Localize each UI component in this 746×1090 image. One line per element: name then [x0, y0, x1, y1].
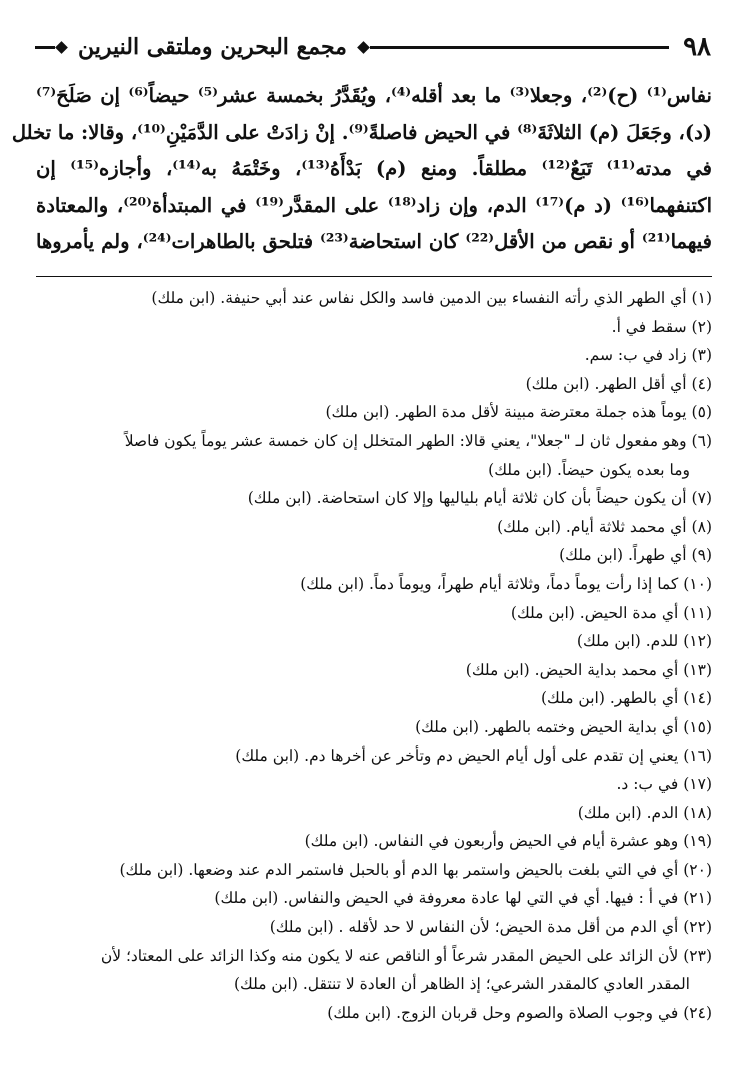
footnote-text: أن يكون حيضاً بأن كان ثلاثة أيام بلياليها وإلا كان استحاضة. (ابن ملك): [247, 489, 687, 508]
main-text-line: اكتنفهما⁽¹⁶⁾ (د م)⁽¹⁷⁾ الدم، وإن زاد⁽¹⁸⁾ على المقدَّر⁽¹⁹⁾ في المبتدأة⁽²⁰⁾، والمعتادة: [36, 193, 713, 217]
footnote-number: (١١): [683, 603, 712, 622]
footnote-number: (٢١): [683, 889, 712, 908]
main-text-line: في مدته⁽¹¹⁾ تَبَعٌ⁽¹²⁾ مطلقاً. ومنع (م) بَدْأَهُ⁽¹³⁾، وخَتْمَهُ به⁽¹⁴⁾، وأجازه⁽¹⁵⁾ إن: [36, 157, 712, 180]
footnote-text: كما إذا رأت يوماً دماً، وثلاثة أيام طهراً، ويوماً دماً. (ابن ملك): [300, 574, 679, 593]
diamond-ornament-icon: [357, 41, 370, 54]
footnote: [36, 370, 712, 399]
footnote-number: (٩): [691, 546, 712, 565]
footnote: [36, 341, 712, 370]
diamond-ornament-icon: [55, 41, 68, 54]
main-text-line: نفاس⁽¹⁾ (ح)⁽²⁾، وجعلا⁽³⁾ ما بعد أقله⁽⁴⁾، ويُقَدَّرُ بخمسة عشر⁽⁵⁾ حيضاً⁽⁶⁾ إن صَلَحَ⁽⁷⁾: [36, 84, 712, 107]
footnote-number: (١٥): [683, 717, 712, 736]
footnote-number: (١٧): [683, 775, 712, 794]
footnote-text: أي في التي بلغت بالحيض واستمر بها الدم أو بالحبل فاستمر الدم عند وضعها. (ابن ملك): [119, 860, 679, 879]
footnote-continuation: المقدر العادي كالمقدر الشرعي؛ إذ الظاهر أن العادة لا تنتقل. (ابن ملك): [233, 975, 690, 994]
footnote: [36, 999, 712, 1028]
footnote-text: في وجوب الصلاة والصوم وحل قربان الزوج. (ابن ملك): [327, 1003, 679, 1022]
footnote-text: في أ : فيها. أي في التي لها عادة معروفة في الحيض والنفاس. (ابن ملك): [214, 889, 679, 908]
footnote: [36, 856, 712, 885]
running-header: [35, 30, 711, 64]
footnote-number: (١٩): [683, 832, 712, 851]
footnote-number: (٢٢): [683, 918, 712, 937]
footnote: [36, 884, 712, 913]
footnote: [36, 513, 712, 542]
footnote-number: (٦): [691, 431, 712, 450]
footnote-number: (٤): [691, 374, 712, 393]
footnote-text: أي الطهر الذي رأته النفساء بين الدمين فاسد والكل نفاس عند أبي حنيفة. (ابن ملك): [151, 289, 687, 307]
page-number: ٩٨: [683, 32, 711, 62]
footnote-number: (٥): [691, 403, 712, 422]
footnotes-list: [36, 284, 712, 1027]
footnote-number: (١٤): [683, 689, 712, 708]
footnote-text: أي طهراً. (ابن ملك): [559, 546, 687, 565]
footnote-text: أي محمد بداية الحيض. (ابن ملك): [465, 660, 679, 679]
footnote: [36, 427, 712, 484]
book-title: مجمع البحرين وملتقى النيرين: [78, 34, 347, 60]
footnote: [36, 570, 712, 599]
footnote-number: (٢٠): [683, 860, 712, 879]
footnote-number: (١٨): [683, 803, 712, 822]
footnote: [36, 942, 712, 999]
footnote: [36, 799, 712, 828]
footnote-number: (١٠): [683, 574, 712, 593]
footnote-text: سقط في أ.: [611, 317, 687, 336]
footnote: [36, 484, 712, 513]
footnote: [36, 742, 712, 771]
footnote-separator: [36, 276, 712, 277]
footnote: [36, 913, 712, 942]
footnote: [36, 541, 712, 570]
main-text-line: فيهما⁽²¹⁾ أو نقص من الأقل⁽²²⁾ كان استحاضة⁽²³⁾ فتلحق بالطاهرات⁽²⁴⁾، ولم يأمروها: [36, 230, 712, 253]
footnote: [36, 713, 712, 742]
main-text-line: (د)، وجَعَلَ (م) الثلاثَةَ⁽⁸⁾ في الحيض فاصلةً⁽⁹⁾. إنْ زادَتْ على الدَّمَيْنِ⁽¹⁰⁾، وقالا: ما تخلل: [11, 120, 712, 144]
footnote-text: يعني إن تقدم على أول أيام الحيض دم وتأخر عن أخرها دم. (ابن ملك): [235, 746, 679, 765]
header-rule-right: [370, 46, 669, 49]
footnote: [36, 770, 712, 799]
footnote-text: يوماً هذه جملة معترضة مبينة لأقل مدة الطهر. (ابن ملك): [325, 403, 687, 422]
footnote: [36, 284, 712, 313]
footnote-continuation: وما بعده يكون حيضاً. (ابن ملك): [488, 460, 690, 479]
main-paragraph: [11, 78, 713, 261]
footnote: [36, 313, 712, 342]
footnote-text: أي أقل الطهر. (ابن ملك): [525, 374, 687, 393]
footnote-text: أي الدم من أقل مدة الحيض؛ لأن النفاس لا حد لأقله . (ابن ملك): [269, 918, 679, 937]
footnote: [36, 627, 712, 656]
footnote-text: لأن الزائد على الحيض المقدر شرعاً أو الناقص عنه لا يكون منه وكذا الزائد على المعتاد؛ لأن: [100, 946, 679, 965]
footnote-number: (٢): [691, 317, 712, 336]
footnote: [36, 656, 712, 685]
footnote: [36, 827, 712, 856]
footnote-text: الدم. (ابن ملك): [577, 803, 679, 822]
footnote-number: (١٣): [683, 660, 712, 679]
footnote-number: (٢٤): [683, 1003, 712, 1022]
footnote-number: (٢٣): [683, 946, 712, 965]
main-text: [11, 78, 713, 261]
footnote-number: (٣): [691, 346, 712, 365]
footnote: [36, 684, 712, 713]
footnote-text: وهو مفعول ثان لـ "جعلا"، يعني قالا: الطهر المتخلل إن كان خمسة عشر يوماً يكون فاصلاً: [124, 431, 687, 450]
footnote-number: (٧): [691, 489, 712, 508]
footnote-number: (١٦): [683, 746, 712, 765]
footnote: [36, 398, 712, 427]
header-rule-left: [35, 46, 55, 49]
footnote-text: أي بالطهر. (ابن ملك): [540, 689, 679, 708]
footnote: [36, 599, 712, 628]
footnote-text: أي محمد ثلاثة أيام. (ابن ملك): [497, 517, 687, 536]
footnote-text: أي بداية الحيض وختمه بالطهر. (ابن ملك): [415, 717, 679, 736]
footnote-number: (٨): [691, 517, 712, 536]
footnote-text: وهو عشرة أيام في الحيض وأربعون في النفاس. (ابن ملك): [304, 832, 679, 851]
footnote-number: (١٢): [683, 632, 712, 651]
footnote-text: للدم. (ابن ملك): [576, 632, 679, 651]
footnote-text: أي مدة الحيض. (ابن ملك): [510, 603, 679, 622]
footnote-text: في ب: د.: [616, 775, 679, 794]
footnote-text: زاد في ب: سم.: [584, 346, 687, 365]
footnote-number: (١): [691, 289, 712, 307]
